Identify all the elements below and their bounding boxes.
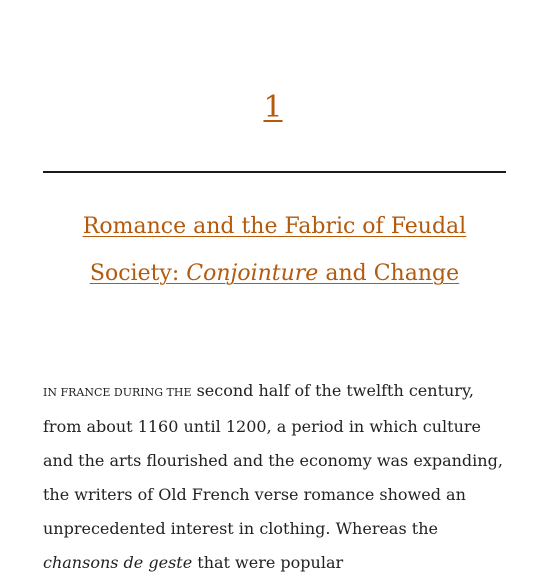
body-paragraph xyxy=(43,374,509,580)
chapter-title-link[interactable] xyxy=(43,203,506,297)
body-text-1: second half of the twelfth century, from about 1160 until 1200, a period in which culture and the arts flourished and the economy was expanding, the writers of Old French verse romance showed an unprecedented interest in clothing. Whereas the xyxy=(43,381,503,538)
body-italic-1: chansons de geste xyxy=(43,553,193,572)
lead-smallcaps: IN FRANCE DURING THE xyxy=(43,386,192,399)
chapter-title-italic: Conjointure xyxy=(186,261,319,286)
chapter-divider xyxy=(43,171,506,173)
chapter-title-part1: Romance and the Fabric of Feudal Society: xyxy=(82,214,467,286)
chapter-number[interactable]: 1 xyxy=(263,90,283,125)
body-text-2: that were popular xyxy=(192,553,344,572)
chapter-title-part2: and Change xyxy=(318,261,460,286)
